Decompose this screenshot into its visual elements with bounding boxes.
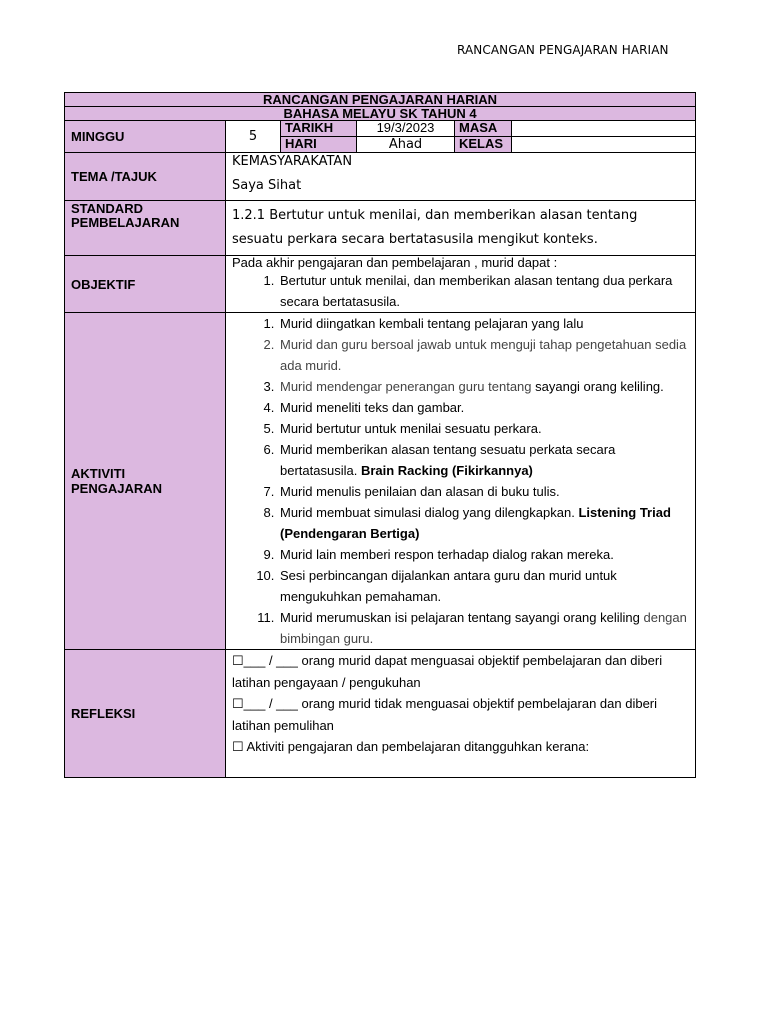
table-title-2: BAHASA MELAYU SK TAHUN 4 <box>65 107 696 121</box>
standard-label-1: STANDARD <box>71 201 143 216</box>
aktiviti-item-6-a: Murid memberikan alasan tentang sesuatu perkata secara bertatasusila. <box>280 442 616 478</box>
aktiviti-item-11-a: Murid merumuskan isi pelajaran tentang sayangi orang keliling <box>280 610 644 625</box>
aktiviti-item-10: 10. Sesi perbincangan dijalankan antara guru dan murid untuk mengukuhkan pemahaman. <box>278 565 689 607</box>
kelas-label: KELAS <box>455 137 512 153</box>
minggu-label: MINGGU <box>65 121 226 153</box>
tarikh-value: 19/3/2023 <box>357 121 455 137</box>
lesson-plan-table <box>64 92 696 778</box>
aktiviti-item-3-a: Murid mendengar penerangan guru tentang <box>280 379 536 394</box>
aktiviti-item-6 <box>278 439 689 481</box>
tajuk-value: Saya Sihat <box>232 178 302 193</box>
page-header: RANCANGAN PENGAJARAN HARIAN <box>457 43 669 57</box>
refleksi-label: REFLEKSI <box>65 650 226 778</box>
kelas-value <box>512 137 696 153</box>
refleksi-1: ☐___ / ___ orang murid dapat menguasai objektif pembelajaran dan diberi latihan pengayaan / pengukuhan <box>232 653 663 690</box>
objektif-item: 1. Bertutur untuk menilai, dan memberikan alasan tentang dua perkara secara bertatasusila. <box>278 270 689 312</box>
hari-label: HARI <box>281 137 357 153</box>
aktiviti-item-9: 9. Murid lain memberi respon terhadap dialog rakan mereka. <box>278 544 689 565</box>
objektif-intro: Pada akhir pengajaran dan pembelajaran , murid dapat : <box>232 255 558 270</box>
aktiviti-cell <box>226 313 696 650</box>
objektif-cell <box>226 256 696 313</box>
aktiviti-label-1: AKTIVITI <box>71 466 126 481</box>
standard-label <box>65 201 226 256</box>
standard-label-2: PEMBELAJARAN <box>71 215 180 230</box>
refleksi-cell <box>226 650 696 778</box>
aktiviti-item-3-b: sayangi orang keliling. <box>535 379 664 394</box>
aktiviti-item-6-b: Brain Racking (Fikirkannya) <box>360 463 533 478</box>
aktiviti-label <box>65 313 226 650</box>
aktiviti-item-8-b: Listening Triad (Pendengaran Bertiga) <box>280 505 671 541</box>
minggu-value: 5 <box>226 121 281 153</box>
aktiviti-item-3 <box>278 376 689 397</box>
tarikh-label: TARIKH <box>281 121 357 137</box>
aktiviti-item-11 <box>278 607 689 649</box>
aktiviti-item-7: 7. Murid menulis penilaian dan alasan di buku tulis. <box>278 481 689 502</box>
objektif-label: OBJEKTIF <box>65 256 226 313</box>
masa-label: MASA <box>455 121 512 137</box>
aktiviti-item-4: 4. Murid meneliti teks dan gambar. <box>278 397 689 418</box>
aktiviti-item-11-b: dengan bimbingan guru. <box>280 610 687 646</box>
standard-value: 1.2.1 Bertutur untuk menilai, dan memberikan alasan tentang sesuatu perkara secara bertatasusila mengikut konteks. <box>226 201 696 256</box>
aktiviti-item-1: 1. Murid diingatkan kembali tentang pelajaran yang lalu <box>278 313 689 334</box>
hari-value: Ahad <box>357 137 455 153</box>
aktiviti-item-8-a: Murid membuat simulasi dialog yang dilengkapkan. <box>280 505 579 520</box>
refleksi-3: ☐ Aktiviti pengajaran dan pembelajaran ditangguhkan kerana: <box>232 739 590 754</box>
tema-value: KEMASYARAKATAN <box>232 154 353 169</box>
aktiviti-item-5: 5. Murid bertutur untuk menilai sesuatu perkara. <box>278 418 689 439</box>
tema-cell <box>226 153 696 201</box>
table-title-1: RANCANGAN PENGAJARAN HARIAN <box>65 93 696 107</box>
tema-label: TEMA /TAJUK <box>65 153 226 201</box>
aktiviti-item-8 <box>278 502 689 544</box>
aktiviti-item-2: 2. Murid dan guru bersoal jawab untuk menguji tahap pengetahuan sedia ada murid. <box>278 334 689 376</box>
masa-value <box>512 121 696 137</box>
refleksi-2: ☐___ / ___ orang murid tidak menguasai objektif pembelajaran dan diberi latihan pemulihan <box>232 696 658 733</box>
aktiviti-label-2: PENGAJARAN <box>71 481 163 496</box>
